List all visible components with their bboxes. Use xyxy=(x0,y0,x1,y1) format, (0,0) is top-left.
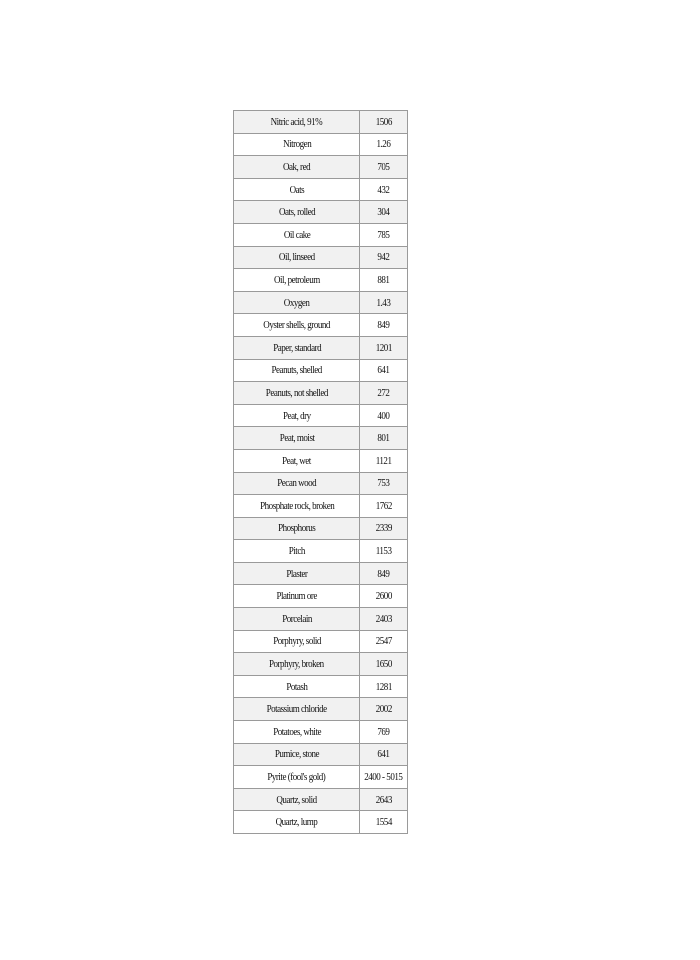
density-cell xyxy=(360,744,408,767)
material-name: Potassium chloride xyxy=(266,703,327,716)
material-name: Oil cake xyxy=(283,228,310,241)
material-cell xyxy=(234,247,360,270)
density-cell xyxy=(360,721,408,744)
density-table-body xyxy=(234,111,408,834)
material-cell xyxy=(234,292,360,315)
material-cell xyxy=(234,314,360,337)
density-cell xyxy=(360,585,408,608)
table-row xyxy=(234,631,408,654)
material-cell xyxy=(234,721,360,744)
material-cell xyxy=(234,789,360,812)
density-cell xyxy=(360,495,408,518)
density-value: 769 xyxy=(377,725,390,738)
table-row xyxy=(234,721,408,744)
density-value: 849 xyxy=(377,319,390,332)
table-row xyxy=(234,382,408,405)
material-name: Peanuts, shelled xyxy=(271,364,322,377)
material-name: Pumice, stone xyxy=(274,748,319,761)
density-value: 1121 xyxy=(375,454,392,467)
density-value: 1.43 xyxy=(376,296,391,309)
table-row xyxy=(234,744,408,767)
material-cell xyxy=(234,382,360,405)
material-name: Potatoes, white xyxy=(272,725,321,738)
table-row xyxy=(234,450,408,473)
density-value: 1.26 xyxy=(376,138,391,151)
material-cell xyxy=(234,766,360,789)
material-name: Pitch xyxy=(288,545,305,558)
material-cell xyxy=(234,111,360,134)
density-value: 2339 xyxy=(375,522,392,535)
table-row xyxy=(234,698,408,721)
density-value: 753 xyxy=(377,477,390,490)
density-value: 849 xyxy=(377,567,390,580)
table-row xyxy=(234,201,408,224)
table-row xyxy=(234,473,408,496)
density-cell xyxy=(360,111,408,134)
material-cell xyxy=(234,608,360,631)
density-cell xyxy=(360,201,408,224)
density-cell xyxy=(360,337,408,360)
material-name: Pyrite (fool's gold) xyxy=(267,771,326,784)
density-value: 2547 xyxy=(375,635,392,648)
material-cell xyxy=(234,450,360,473)
material-name: Peanuts, not shelled xyxy=(265,386,328,399)
density-value: 641 xyxy=(377,364,390,377)
density-table xyxy=(233,110,408,834)
material-name: Phosphate rock, broken xyxy=(259,499,334,512)
material-cell xyxy=(234,201,360,224)
table-row xyxy=(234,608,408,631)
density-value: 641 xyxy=(377,748,390,761)
density-value: 400 xyxy=(377,409,390,422)
density-cell xyxy=(360,224,408,247)
density-value: 1762 xyxy=(375,499,392,512)
material-cell xyxy=(234,337,360,360)
density-cell xyxy=(360,676,408,699)
density-cell xyxy=(360,247,408,270)
density-value: 1506 xyxy=(375,115,392,128)
density-cell xyxy=(360,811,408,834)
density-value: 785 xyxy=(377,228,390,241)
material-cell xyxy=(234,360,360,383)
material-cell xyxy=(234,744,360,767)
density-cell xyxy=(360,518,408,541)
material-cell xyxy=(234,134,360,157)
density-cell xyxy=(360,653,408,676)
density-cell xyxy=(360,631,408,654)
density-cell xyxy=(360,563,408,586)
density-value: 2400 - 5015 xyxy=(364,771,403,784)
density-cell xyxy=(360,789,408,812)
table-row xyxy=(234,247,408,270)
density-value: 272 xyxy=(377,386,390,399)
density-cell xyxy=(360,382,408,405)
density-cell xyxy=(360,179,408,202)
density-value: 1650 xyxy=(375,658,392,671)
density-cell xyxy=(360,766,408,789)
density-value: 942 xyxy=(377,251,390,264)
density-value: 1281 xyxy=(375,680,392,693)
density-cell xyxy=(360,314,408,337)
material-cell xyxy=(234,811,360,834)
density-value: 1201 xyxy=(375,341,392,354)
density-value: 2643 xyxy=(375,793,392,806)
material-name: Potash xyxy=(286,680,308,693)
table-row xyxy=(234,156,408,179)
material-cell xyxy=(234,427,360,450)
density-cell xyxy=(360,405,408,428)
material-cell xyxy=(234,563,360,586)
material-name: Phosphorus xyxy=(278,522,316,535)
material-name: Peat, wet xyxy=(282,454,312,467)
density-value: 304 xyxy=(377,206,390,219)
material-name: Peat, dry xyxy=(282,409,311,422)
table-row xyxy=(234,111,408,134)
density-value: 2002 xyxy=(375,703,392,716)
density-value: 705 xyxy=(377,160,390,173)
material-name: Nitrogen xyxy=(282,138,311,151)
density-cell xyxy=(360,540,408,563)
table-row xyxy=(234,789,408,812)
material-cell xyxy=(234,585,360,608)
material-name: Peat, moist xyxy=(279,432,315,445)
density-value: 432 xyxy=(377,183,390,196)
table-row xyxy=(234,653,408,676)
table-row xyxy=(234,563,408,586)
table-row xyxy=(234,518,408,541)
material-name: Oats, rolled xyxy=(278,206,315,219)
table-row xyxy=(234,269,408,292)
density-cell xyxy=(360,450,408,473)
density-cell xyxy=(360,134,408,157)
table-row xyxy=(234,676,408,699)
table-row xyxy=(234,360,408,383)
density-value: 881 xyxy=(377,273,390,286)
material-cell xyxy=(234,653,360,676)
material-cell xyxy=(234,698,360,721)
material-name: Oyster shells, ground xyxy=(263,319,331,332)
density-value: 1554 xyxy=(375,816,392,829)
material-name: Oak, red xyxy=(283,160,311,173)
material-cell xyxy=(234,540,360,563)
material-name: Porphyry, solid xyxy=(272,635,321,648)
table-row xyxy=(234,314,408,337)
table-row xyxy=(234,179,408,202)
table-row xyxy=(234,540,408,563)
table-row xyxy=(234,134,408,157)
material-name: Paper, standard xyxy=(272,341,321,354)
table-row xyxy=(234,224,408,247)
table-row xyxy=(234,766,408,789)
density-cell xyxy=(360,360,408,383)
material-name: Oxygen xyxy=(283,296,310,309)
table-row xyxy=(234,337,408,360)
material-cell xyxy=(234,269,360,292)
density-value: 2600 xyxy=(375,590,392,603)
material-cell xyxy=(234,405,360,428)
material-name: Porphyry, broken xyxy=(269,658,325,671)
material-cell xyxy=(234,518,360,541)
density-cell xyxy=(360,269,408,292)
material-cell xyxy=(234,495,360,518)
density-value: 801 xyxy=(377,432,390,445)
density-value: 2403 xyxy=(375,612,392,625)
density-cell xyxy=(360,427,408,450)
table-row xyxy=(234,427,408,450)
table-row xyxy=(234,405,408,428)
table-row xyxy=(234,585,408,608)
material-name: Quartz, lump xyxy=(275,816,318,829)
material-cell xyxy=(234,676,360,699)
table-row xyxy=(234,811,408,834)
material-name: Porcelain xyxy=(281,612,312,625)
material-name: Plaster xyxy=(286,567,308,580)
density-value: 1153 xyxy=(375,545,392,558)
material-name: Oil, linseed xyxy=(278,251,315,264)
density-cell xyxy=(360,608,408,631)
material-name: Pecan wood xyxy=(277,477,317,490)
density-cell xyxy=(360,473,408,496)
material-cell xyxy=(234,179,360,202)
table-row xyxy=(234,495,408,518)
density-cell xyxy=(360,698,408,721)
material-cell xyxy=(234,224,360,247)
material-name: Oil, petroleum xyxy=(273,273,320,286)
material-name: Nitric acid, 91% xyxy=(270,115,323,128)
material-cell xyxy=(234,473,360,496)
table-row xyxy=(234,292,408,315)
material-cell xyxy=(234,156,360,179)
material-name: Platinum ore xyxy=(276,590,317,603)
material-cell xyxy=(234,631,360,654)
material-name: Quartz, solid xyxy=(276,793,317,806)
density-cell xyxy=(360,156,408,179)
material-name: Oats xyxy=(289,183,304,196)
density-cell xyxy=(360,292,408,315)
